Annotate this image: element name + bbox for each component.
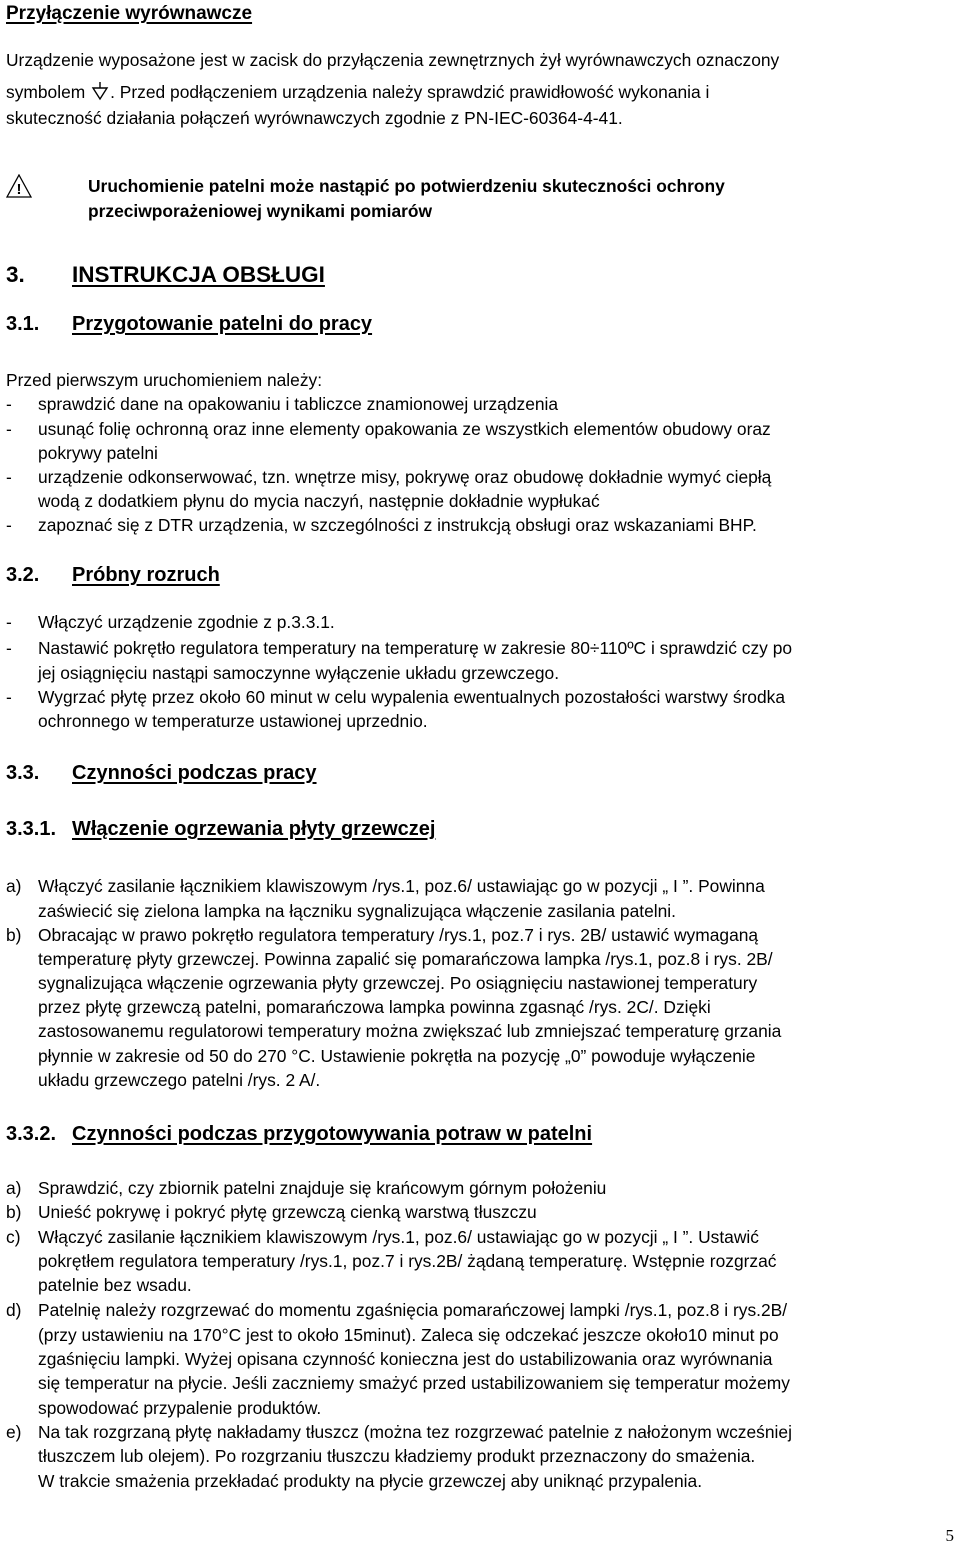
section-title: Włączenie ogrzewania płyty grzewczej <box>72 818 436 840</box>
section-title: Przygotowanie patelni do pracy <box>72 313 373 335</box>
list-item-text: Nastawić pokrętło regulatora temperatury na temperaturę w zakresie 80÷110ºC i sprawdzić czy po <box>38 638 793 658</box>
list-item-text: układu grzewczego patelni /rys. 2 A/. <box>38 1070 321 1090</box>
paragraph-line-with-symbol <box>6 80 709 104</box>
list-item-text: Obracając w prawo pokrętło regulatora temperatury /rys.1, poz.7 i rys. 2B/ ustawić wymaganą <box>38 925 759 945</box>
list-marker: - <box>6 638 12 658</box>
chapter-heading <box>6 263 325 287</box>
section-heading-3-3-1 <box>6 817 435 841</box>
section-number: 3.3. <box>6 762 40 784</box>
list-item-text: sygnalizująca włączenie ogrzewania płyty grzewczej. Po osiągnięciu nastawionej temperatury <box>38 973 758 993</box>
warning-text-line: przeciwporażeniowej wynikami pomiarów <box>88 201 433 221</box>
section-title: Próbny rozruch <box>72 564 220 586</box>
section-heading-3-3 <box>6 761 317 785</box>
list-item-text: płynnie w zakresie od 50 do 270 °C. Ustawienie pokrętła na pozycję „0” powoduje wyłączenie <box>38 1046 756 1066</box>
list-item-text: ochronnego w temperaturze ustawionej uprzednio. <box>38 711 428 731</box>
list-item-text: Sprawdzić, czy zbiornik patelni znajduje się krańcowym górnym położeniu <box>38 1178 607 1198</box>
list-item-text: W trakcie smażenia przekładać produkty na płycie grzewczej aby uniknąć przypalenia. <box>38 1471 703 1491</box>
list-marker: b) <box>6 1202 22 1222</box>
list-marker: b) <box>6 925 22 945</box>
list-marker: e) <box>6 1422 22 1442</box>
list-marker: c) <box>6 1227 21 1247</box>
list-item-text: wodą z dodatkiem płynu do mycia naczyń, następnie dokładnie wypłukać <box>38 491 600 511</box>
section-number: 3.3.1. <box>6 818 57 840</box>
section-title: Czynności podczas przygotowywania potraw w patelni <box>72 1123 593 1145</box>
list-item-text: spowodować przypalenie produktów. <box>38 1398 322 1418</box>
section-heading-3-1 <box>6 312 372 336</box>
list-item-text: Włączyć zasilanie łącznikiem klawiszowym /rys.1, poz.6/ ustawiając go w pozycji „ I ”. Powinna <box>38 876 765 896</box>
list-item-text: patelnie bez wsadu. <box>38 1275 192 1295</box>
list-item-text: zastosowanemu regulatorowi temperatury można zwiększać lub zmniejszać temperaturę grzania <box>38 1021 782 1041</box>
list-marker: d) <box>6 1300 22 1320</box>
list-item-text: zapoznać się z DTR urządzenia, w szczególności z instrukcją obsługi oraz wskazaniami BHP. <box>38 515 757 535</box>
list-item-text: zaświecić się zielona lampka na łączniku sygnalizująca włączenie zasilania patelni. <box>38 901 676 921</box>
section-heading-3-2 <box>6 563 220 587</box>
list-marker: - <box>6 467 12 487</box>
paragraph-line: skuteczność działania połączeń wyrównawczych zgodnie z PN-IEC-60364-4-41. <box>6 108 623 128</box>
list-item-text: się temperatur na płycie. Jeśli zaczniemy smażyć przed ustabilizowaniem się temperatur możemy <box>38 1373 790 1393</box>
paragraph-text: . Przed podłączeniem urządzenia należy sprawdzić prawidłowość wykonania i <box>110 82 710 102</box>
list-marker: - <box>6 394 12 414</box>
chapter-title: INSTRUKCJA OBSŁUGI <box>72 262 325 287</box>
section-heading-3-3-2 <box>6 1122 592 1146</box>
list-marker: - <box>6 515 12 535</box>
list-item-text: pokrętłem regulatora temperatury /rys.1, poz.7 i rys.2B/ żądaną temperaturę. Wstępnie rozgrzać <box>38 1251 777 1271</box>
list-item-text: przez płytę grzewczą patelni, pomarańczowa lampka powinna zgasnąć /rys. 2C/. Dzięki <box>38 997 711 1017</box>
list-marker: - <box>6 419 12 439</box>
list-item-text: Na tak rozgrzaną płytę nakładamy tłuszcz (można tez rozgrzewać patelnie z nałożonym wcześniej <box>38 1422 792 1442</box>
list-item-text: Włączyć zasilanie łącznikiem klawiszowym /rys.1, poz.6/ ustawiając go w pozycji „ I ”. Ustawić <box>38 1227 759 1247</box>
list-item-text: temperaturę płyty grzewczej. Powinna zapalić się pomarańczowa lampka /rys.1, poz.8 i rys. 2B/ <box>38 949 773 969</box>
page-number: 5 <box>945 1526 954 1545</box>
list-item-text: tłuszczem lub olejem). Po rozgrzaniu tłuszczu kładziemy produkt przeznaczony do smażenia. <box>38 1446 756 1466</box>
list-item-text: urządzenie odkonserwować, tzn. wnętrze misy, pokrywę oraz obudowę dokładnie wymyć ciepłą <box>38 467 772 487</box>
chapter-number: 3. <box>6 262 25 287</box>
intro-text: Przed pierwszym uruchomieniem należy: <box>6 370 323 390</box>
list-marker: a) <box>6 1178 22 1198</box>
paragraph-line: Urządzenie wyposażone jest w zacisk do przyłączenia zewnętrznych żył wyrównawczych oznaczony <box>6 50 780 70</box>
list-item-text: sprawdzić dane na opakowaniu i tabliczce znamionowej urządzenia <box>38 394 559 414</box>
list-item-text: Unieść pokrywę i pokryć płytę grzewczą cienką warstwą tłuszczu <box>38 1202 537 1222</box>
list-item-text: Wygrzać płytę przez około 60 minut w celu wypalenia ewentualnych pozostałości warstwy środka <box>38 687 786 707</box>
list-item-text: (przy ustawieniu na 170°C jest to około 15minut). Zaleca się odczekać jeszcze około10 minut po <box>38 1325 779 1345</box>
warning-triangle-icon <box>6 174 32 198</box>
list-item-text: zgaśnięciu lampki. Wyżej opisana czynność konieczna jest do ustabilizowania oraz wyrównania <box>38 1349 773 1369</box>
svg-text:!: ! <box>16 181 22 198</box>
paragraph-text: symbolem <box>6 82 86 102</box>
list-item-text: jej osiągnięciu nastąpi samoczynne wyłączenie układu grzewczego. <box>38 663 560 683</box>
list-marker: a) <box>6 876 22 896</box>
warning-text-line: Uruchomienie patelni może nastąpić po potwierdzeniu skuteczności ochrony <box>88 176 725 196</box>
list-item-text: Włączyć urządzenie zgodnie z p.3.3.1. <box>38 612 335 632</box>
list-marker: - <box>6 687 12 707</box>
list-item-text: usunąć folię ochronną oraz inne elementy opakowania ze wszystkich elementów obudowy oraz <box>38 419 771 439</box>
list-item-text: pokrywy patelni <box>38 443 158 463</box>
section-title-equipotential: Przyłączenie wyrównawcze <box>6 3 253 24</box>
section-number: 3.3.2. <box>6 1123 57 1145</box>
section-number: 3.2. <box>6 564 40 586</box>
equipotential-symbol-icon <box>90 81 110 101</box>
section-number: 3.1. <box>6 313 40 335</box>
list-item-text: Patelnię należy rozgrzewać do momentu zgaśnięcia pomarańczowej lampki /rys.1, poz.8 i rys.2B/ <box>38 1300 788 1320</box>
section-title: Czynności podczas pracy <box>72 762 317 784</box>
list-marker: - <box>6 612 12 632</box>
